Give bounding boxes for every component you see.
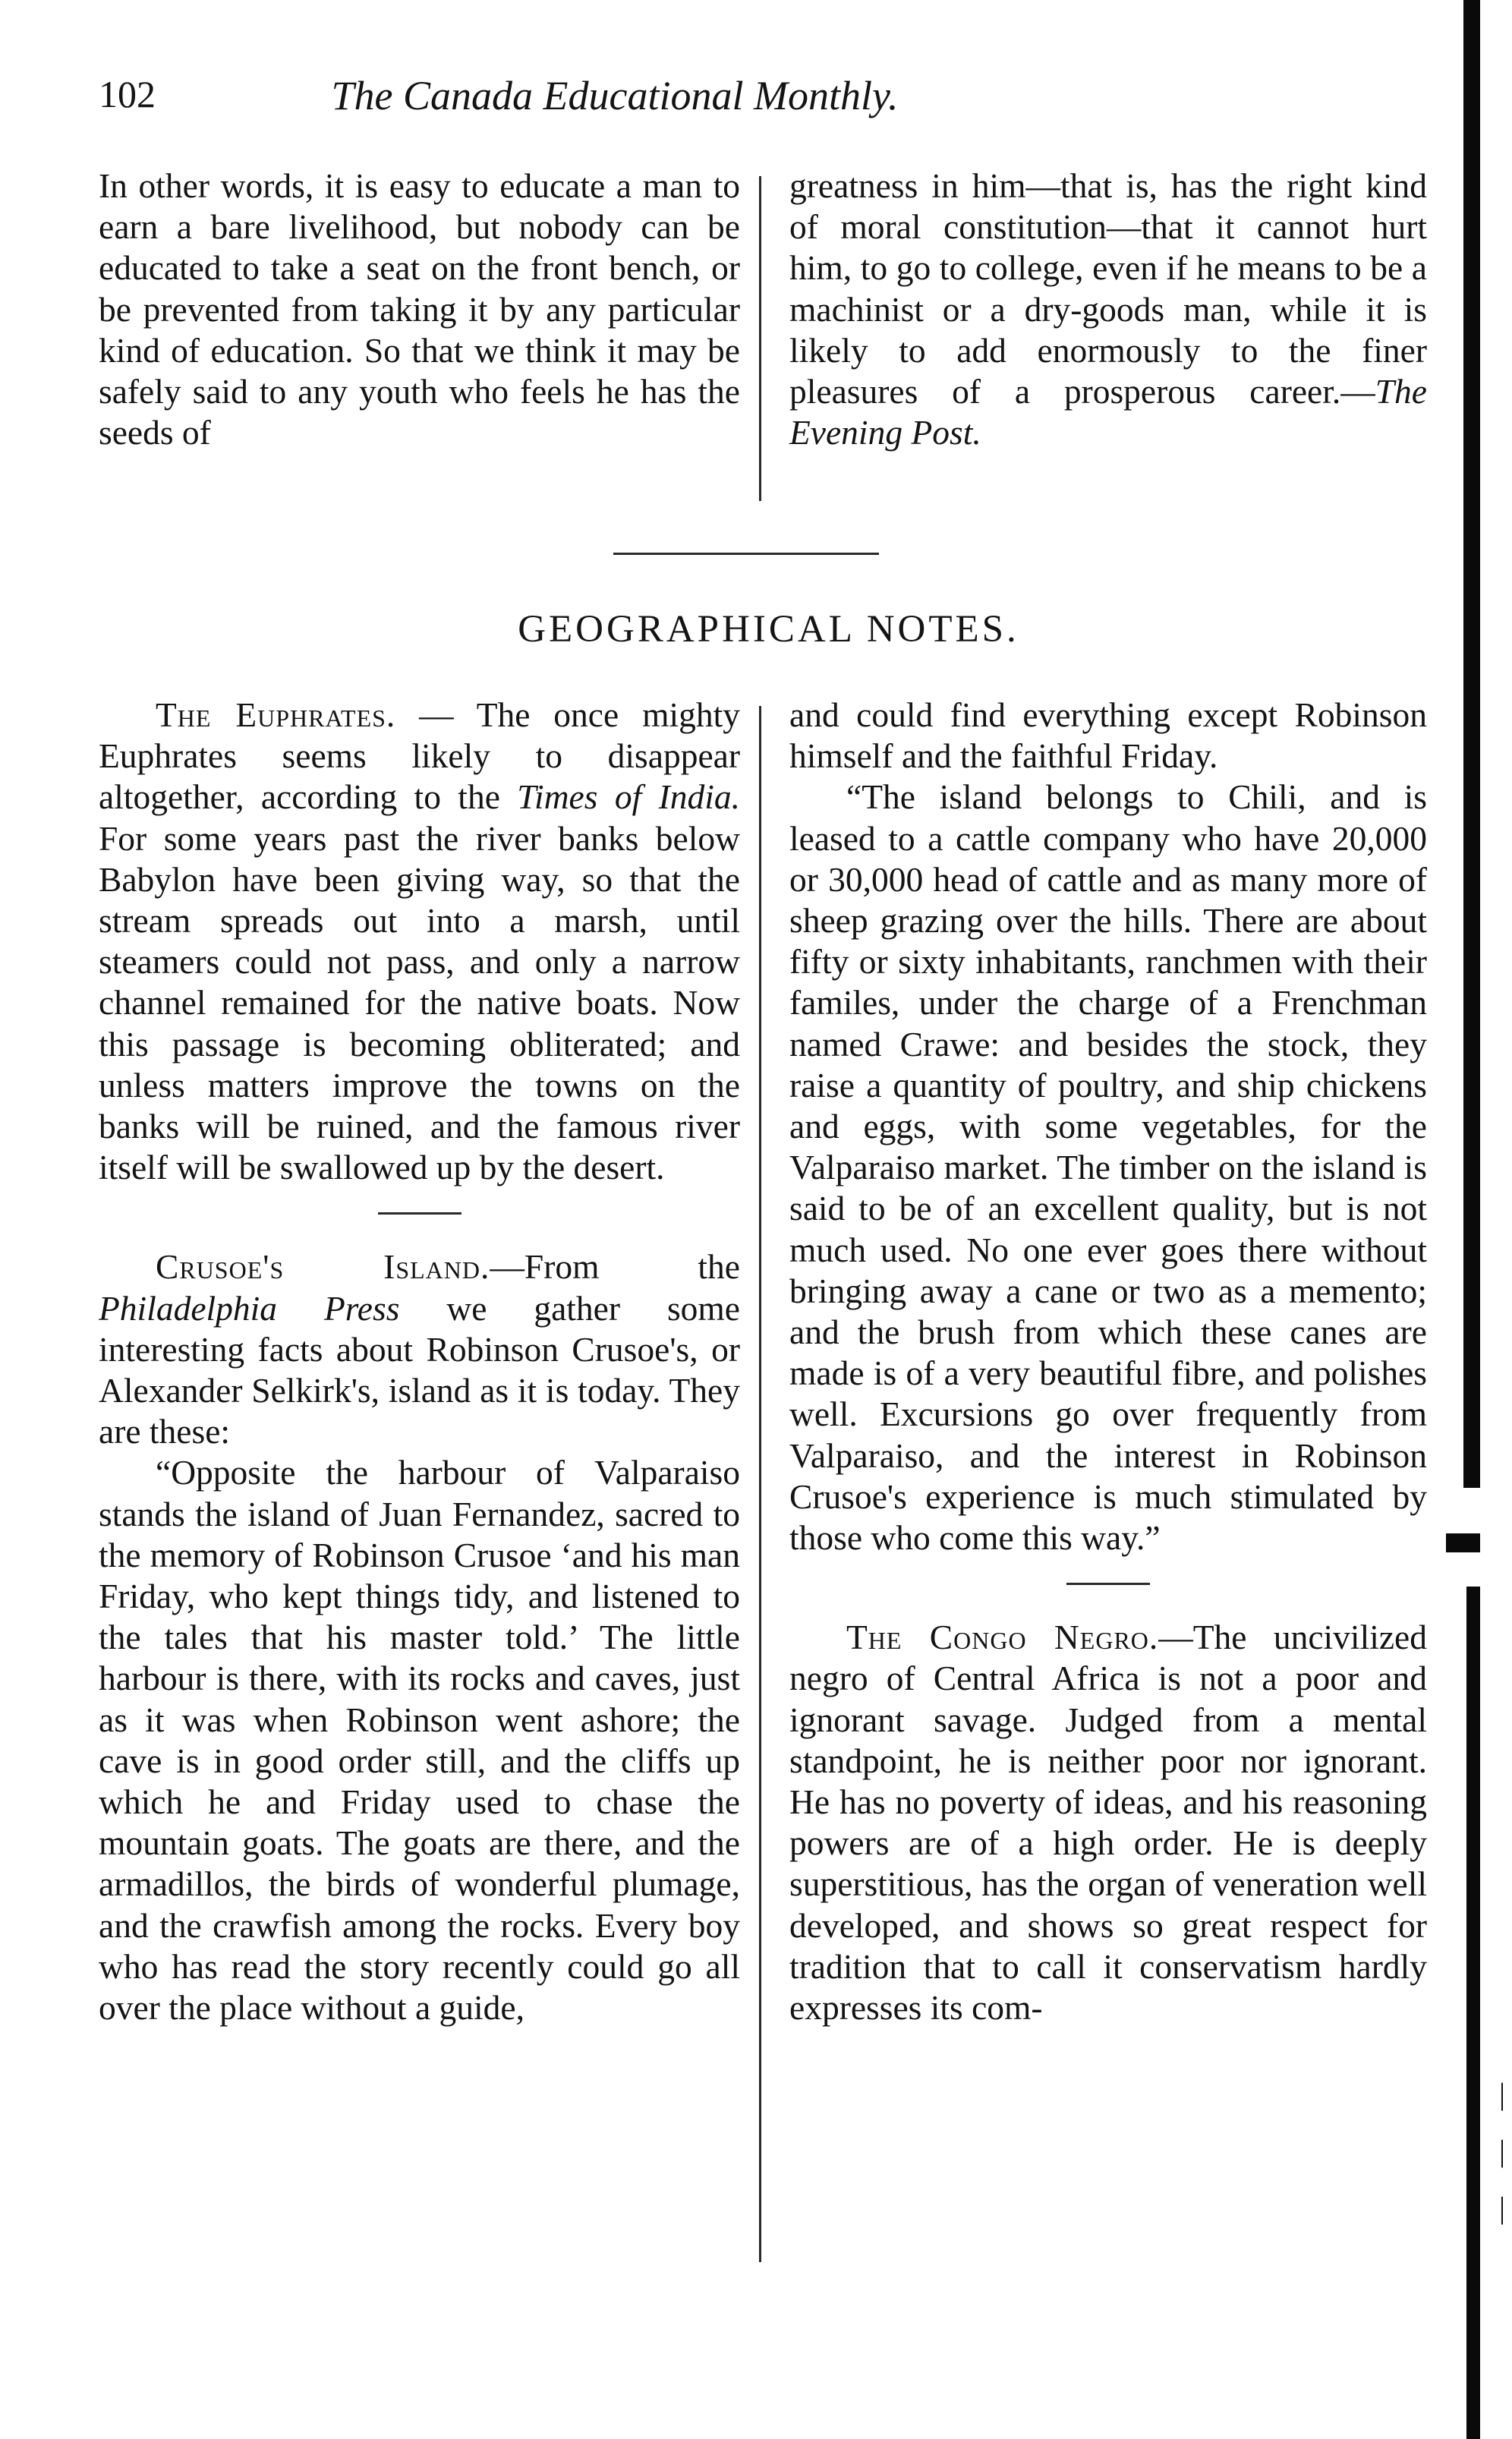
running-header	[99, 72, 1078, 133]
crusoe-quote-1-continued: and could find everything except Robinson himself and the faithful Friday.	[789, 695, 1427, 776]
top-right-source: The Evening Post.	[789, 372, 1427, 452]
section-divider-rule	[613, 553, 879, 555]
crusoe-intro-paragraph	[99, 1246, 740, 1452]
congo-paragraph	[789, 1617, 1427, 2028]
column-divider-lower	[759, 706, 761, 2262]
euphrates-source: Times of India.	[517, 777, 740, 817]
top-right-text: greatness in him—that is, has the right kind of moral constitution—that it cannot hurt him, to go to college, even if he means to be a machinist or a dry-goods man, while it is likely to add enormously to the finer pleasures of a prosperous career.—	[789, 166, 1427, 411]
top-left-paragraph: In other words, it is easy to educate a man to earn a bare livelihood, but nobody can be educated to take a seat on the front bench, or be prevented from taking it by any particular kind of education. So that we think it may be safely said to any youth who feels he has the seeds of	[99, 166, 740, 452]
euphrates-text-2: For some years past the river banks below Babylon have been giving way, so that the stream spreads out into a marsh, until steamers could not pass, and only a narrow channel remained for the native boats. Now this passage is becoming obliterated; and unless matters improve the towns on the banks will be ruined, and the famous river itself will be swallowed up by the desert.	[99, 818, 740, 1187]
edge-mark: |	[1499, 2191, 1506, 2225]
crusoe-quote-1: “Opposite the harbour of Valparaiso stands the island of Juan Fernandez, sacred to the memory of Robinson Crusoe ‘and his man Friday, who kept things tidy, and listened to the tales that his master told.’ The little harbour is there, with its rocks and caves, just as it was when Robinson went ashore; the cave is in good order still, and the cliffs up which he and Friday used to chase the mountain goats. The goats are there, and the armadillos, the birds of wonderful plumage, and the crawfish among the rocks. Every boy who has read the story recently could go all over the place without a guide,	[99, 1453, 740, 2028]
euphrates-title: The Euphrates.	[156, 695, 396, 734]
crusoe-source: Philadelphia Press	[99, 1288, 400, 1328]
top-right-paragraph	[789, 165, 1427, 453]
crusoe-quote-2: “The island belongs to Chili, and is leased to a cattle company who have 20,000 or 30,000 head of cattle and as many more of sheep grazing over the hills. There are about fifty or sixty inhabitants, ranchmen with their familes, under the charge of a Frenchman named Crawe: and besides the stock, they raise a quantity of poultry, and ship chickens and eggs, with some vegetables, for the Valparaiso market. The timber on the island is said to be of an excellent quality, but is not much used. No one ever goes there without bringing away a cane or two as a memento; and the brush from which these canes are made is of a very beautiful fibre, and polishes well. Excursions go over frequently from Valparaiso, and the interest in Robinson Crusoe's experience is much stimulated by those who come this way.”	[789, 777, 1427, 1558]
top-right-column	[789, 165, 1427, 453]
crusoe-text-2: we gather some interesting facts about Robinson Crusoe's, or Alexander Selkirk's, island as it is today. They are these:	[99, 1288, 741, 1451]
section-heading: GEOGRAPHICAL NOTES.	[518, 608, 1019, 651]
crusoe-text-1: —From the	[490, 1247, 741, 1287]
column-divider-top	[759, 176, 761, 501]
running-title: The Canada Educational Monthly.	[331, 73, 899, 118]
congo-text: —The uncivilized negro of Central Africa is not a poor and ignorant savage. Judged from a mental standpoint, he is neither poor nor ignorant. He has no poverty of ideas, and his reasoning powers are of a high order. He is deeply superstitious, has the organ of veneration well developed, and shows so great respect for tradition that to call it conservatism hardly expresses its com-	[789, 1618, 1427, 2028]
congo-title: The Congo Negro.	[846, 1618, 1159, 1657]
edge-mark: |	[1499, 2077, 1506, 2111]
binding-shadow-notch	[1446, 1533, 1480, 1552]
euphrates-end-rule	[378, 1212, 461, 1215]
euphrates-text-1: — The once mighty Euphrates seems likely to disappear altogether, according to the	[99, 695, 740, 817]
crusoe-end-rule	[1066, 1583, 1150, 1585]
top-left-column	[99, 165, 740, 453]
lower-right-column	[789, 695, 1427, 2028]
binding-shadow-upper	[1463, 0, 1480, 1488]
lower-left-column	[99, 695, 740, 2028]
euphrates-paragraph	[99, 695, 740, 1188]
edge-mark: |	[1499, 2134, 1506, 2168]
crusoe-title: Crusoe's Island.	[156, 1247, 490, 1287]
page-number: 102	[99, 73, 156, 115]
binding-shadow-lower	[1466, 1587, 1480, 2439]
